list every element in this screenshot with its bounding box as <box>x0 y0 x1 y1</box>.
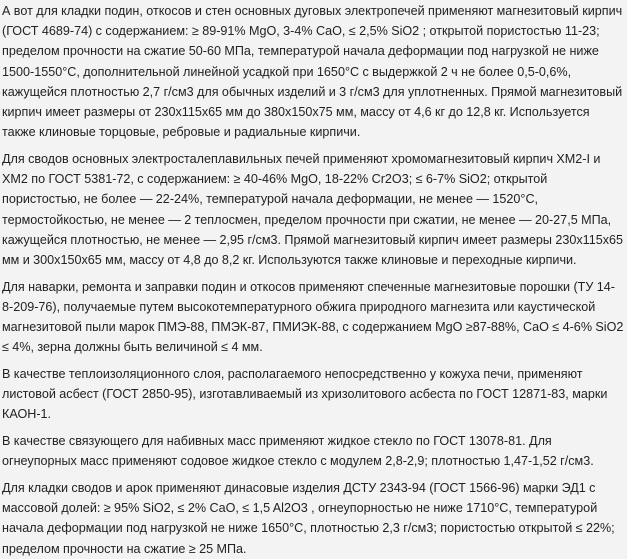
paragraph-dinas-products: Для кладки сводов и арок применяют динасовые изделия ДСТУ 2343-94 (ГОСТ 1566-96) марки ЭД1 с массовой долей: ≥ 95% SiO2, ≤ 2% CaO, ≤ 1,5 Al2O3 , огнеупорностью не ниже 1710°С, температурой начала деформации под нагрузкой не ниже 1650°С, плотностью 2,3 г/см3; пористостью открытой ≤ 22%; пределом прочности на сжатие ≥ 25 МПа. <box>2 480 615 556</box>
paragraph-magnesite-powders: Для наварки, ремонта и заправки подин и откосов применяют спеченные магнезитовые порошки (ТУ 14-8-209-76), получаемые путем высокотемпературного обжига природного магнезита или каустической магнезитовой пыли марок ПМЭ-88, ПМЭК-87, ПМИЭК-88, с содержанием MgO ≥87-88%, CaO ≤ 4-6% SiO2 ≤ 4%, зерна должны быть величиной ≤ 4 мм. <box>2 279 624 355</box>
paragraph-asbestos-insulation: В качестве теплоизоляционного слоя, располагаемого непосредственно у кожуха печи, применяют листовой асбест (ГОСТ 2850-95), изготавливаемый из хризолитового асбеста по ГОСТ 12871-83, марки КАОН-1. <box>2 366 608 422</box>
paragraph-magnesite-brick: А вот для кладки подин, откосов и стен основных дуговых электропечей применяют магнезитовый кирпич (ГОСТ 4689-74) с содержанием: ≥ 89-91% MgO, 3-4% CaO, ≤ 2,5% SiO2 ; открытой пористостью 11-23; пределом прочности на сжатие 50-60 МПа, температурой начала деформации под нагрузкой не ниже 1500-1550°С, дополнительной линейной усадкой при 1650°С с выдержкой 2 ч не более 0,5-0,6%, кажущейся плотностью 2,7 г/см3 для обычных изделий и 3 г/см3 для уплотненных. Прямой магнезитовый кирпич имеет размеры от 230х115х65 мм до 380х150х75 мм, массу от 4,6 кг до 12,8 кг. Используется также клиновые торцовые, ребровые и радиальные кирпичи. <box>2 4 623 140</box>
paragraph-chrome-magnesite-brick: Для сводов основных электросталеплавильных печей применяют хромомагнезитовый кирпич ХМ2-I и ХМ2 по ГОСТ 5381-72, с содержанием: ≥ 40-46% MgO, 18-22% Cr2O3; ≤ 6-7% SiO2; открытой пористостью, не более — 22-24%, температурой начала деформации, не менее — 1520°С, термостойкостью, не менее — 2 теплосмен, пределом прочности при сжатии, не менее — 20-27,5 МПа, кажущейся плотностью, не менее — 2,95 г/см3. Прямой магнезитовый кирпич имеет размеры 230х115х65 мм и 300х150х65 мм, массу от 4,8 до 8,2 кг. Используются также клиновые и переходные кирпичи. <box>2 151 624 267</box>
paragraph-liquid-glass: В качестве связующего для набивных масс применяют жидкое стекло по ГОСТ 13078-81. Для огнеупорных масс применяют содовое жидкое стекло с модулем 2,8-2,9; плотностью 1,47-1,52 г/см3. <box>2 434 594 469</box>
